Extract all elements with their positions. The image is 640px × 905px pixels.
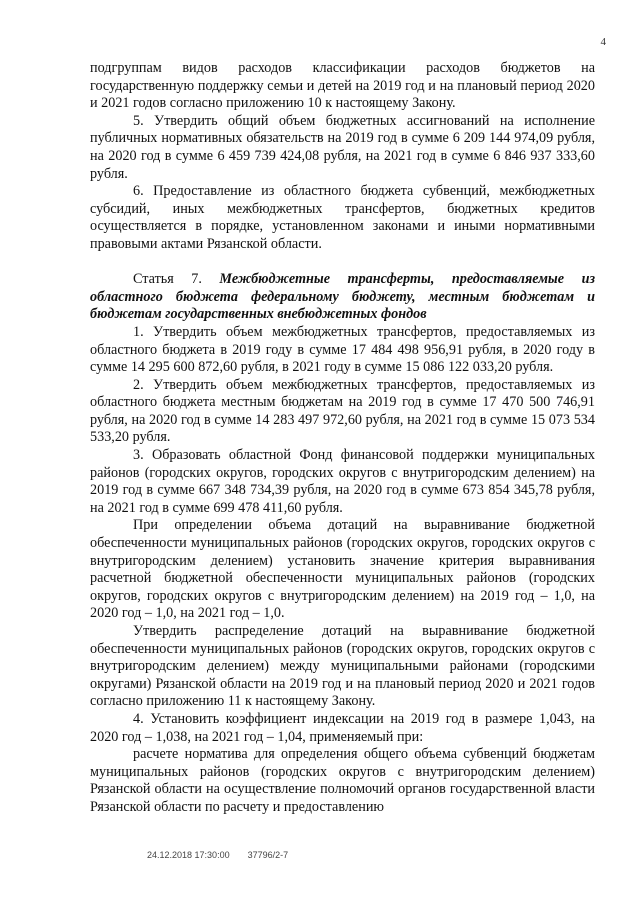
footer (147, 850, 288, 860)
paragraph-continuation: подгруппам видов расходов классификации расходов бюджетов на государственную поддержку семьи и детей на 2019 год и на плановый период 2020 и 2021 годов согласно приложению 10 к настоящему Закону. (90, 60, 595, 112)
article-heading (90, 271, 595, 324)
paragraph-item-1: 1. Утвердить объем межбюджетных трансфертов, предоставляемых из областного бюджета в 2019 году в сумме 17 484 498 956,91 рубля, в 2020 году в сумме 14 295 600 872,60 рубля, в 2021 году в сумме 15 086 122 033,20 рубля. (90, 323, 595, 376)
footer-doc-id: 37796/2-7 (247, 850, 289, 860)
article-title: Межбюджетные трансферты, предоставляемые из областного бюджета федеральному бюджету, местным бюджетам и бюджетам государственных внебюджетных фондов (90, 271, 595, 323)
footer-timestamp: 24.12.2018 17:30:00 (147, 850, 230, 860)
paragraph-item-2: 2. Утвердить объем межбюджетных трансфертов, предоставляемых из областного бюджета местным бюджетам на 2019 год в сумме 17 470 500 746,91 рубля, на 2020 год в сумме 14 283 497 972,60 рубля, на 2021 год в сумме 15 073 534 533,20 рубля. (90, 376, 595, 446)
document-body (90, 60, 595, 817)
paragraph-item-6: 6. Предоставление из областного бюджета субвенций, межбюджетных субсидий, иных межбюджетных трансфертов, бюджетных кредитов осуществляется в порядке, установленном законами и иными нормативными правовыми актами Рязанской области. (90, 183, 595, 252)
page-number: 4 (600, 36, 606, 48)
paragraph-item-4: 4. Установить коэффициент индексации на 2019 год в размере 1,043, на 2020 год – 1,038, на 2021 год – 1,04, применяемый при: (90, 710, 595, 745)
paragraph-distribution: Утвердить распределение дотаций на выравнивание бюджетной обеспеченности муниципальных районов (городских округов, городских округов с внутригородским делением) между муниципальными районами (городскими округами) Рязанской области на 2019 год и на плановый период 2020 и 2021 годов согласно приложению 11 к настоящему Закону. (90, 623, 595, 710)
paragraph-item-5: 5. Утвердить общий объем бюджетных ассигнований на исполнение публичных нормативных обязательств на 2019 год в сумме 6 209 144 974,09 рубля, на 2020 год в сумме 6 459 739 424,08 рубля, на 2021 год в сумме 6 846 937 333,60 рубля. (90, 112, 595, 182)
article-label: Статья 7. (133, 271, 202, 288)
paragraph-calculation: расчете норматива для определения общего объема субвенций бюджетам муниципальных районов (городских округов с внутригородским делением) Рязанской области на осуществление полномочий органов государственной власти Рязанской области по расчету и предоставлению (90, 746, 595, 815)
paragraph-item-3: 3. Образовать областной Фонд финансовой поддержки муниципальных районов (городских округов, городских округов с внутригородским делением) на 2019 год в сумме 667 348 734,39 рубля, на 2020 год в сумме 673 854 345,78 рубля, на 2021 год в сумме 699 478 411,60 рубля. (90, 447, 595, 516)
paragraph-equalization-criterion: При определении объема дотаций на выравнивание бюджетной обеспеченности муниципальных районов (городских округов, городских округов с внутригородским делением) установить значение критерия выравнивания расчетной бюджетной обеспеченности муниципальных районов (городских округов, городских округов с внутригородским делением) на 2019 год – 1,0, на 2020 год – 1,0, на 2021 год – 1,0. (90, 517, 595, 622)
